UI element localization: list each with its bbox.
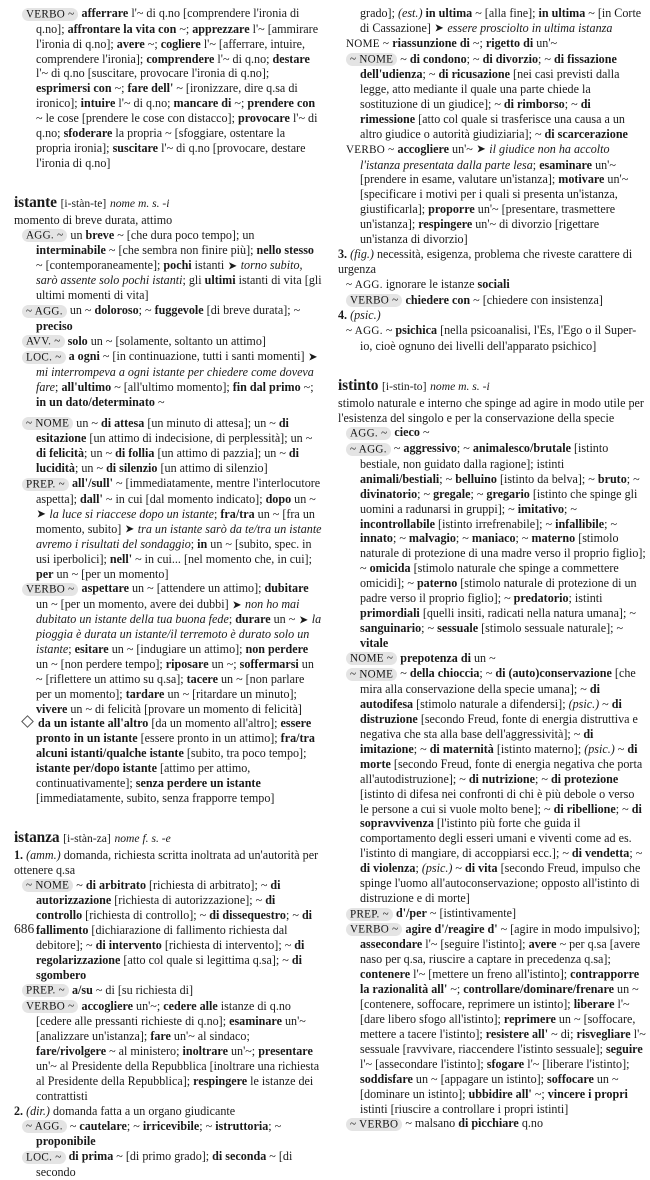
- collocation-block: [14, 228, 322, 303]
- collocation-text: afferrare l'~ di q.no [comprendere l'ironia di q.no]; affrontare la vita con ~; apprezzare l'~ [ammirare l'ironia di q.no]; avere ~; cogliere l'~ [afferrare, intuire, comprendere l'ironia]; comprendere l'~ di q.no; destare l'~ di q.no [suscitare, provocare l'ironia di q.no]; esprimersi con ~; fare dell' ~ [ironizzare, dire q.sa di ironico]; intuire l'~ di q.no; mancare di ~; prendere con ~ le cose [prendere le cose con distacco]; provocare l'~ di q.no; sfoderare la propria ~ [sfoggiare, ostentare la propria ironia]; suscitare l'~ di q.no [provocare, destare l'ironia di q.no]: [36, 6, 319, 170]
- collocation-block: [338, 1116, 646, 1132]
- sense-heading: [14, 1104, 322, 1119]
- collocation-text: un breve ~ [che dura poco tempo]; un interminabile ~ [che sembra non finire più]; nello stesso ~ [contemporaneamente]; pochi istanti ➤ torno subito, sarò assente solo pochi istanti; gli ultimi istanti di vita [gli ultimi momenti di vita]: [36, 227, 322, 303]
- collocation-text: a ogni ~ [in continuazione, tutti i santi momenti] ➤ mi interrompeva a ogni istante per chiedere come doveva fare; all'ultimo ~ [all'ultimo momento]; fin dal primo ~; in un dato/determinato ~: [36, 349, 317, 409]
- sense-label: (amm.): [26, 847, 61, 862]
- headword: istante: [14, 193, 57, 211]
- sense-label: (dir.): [26, 1103, 50, 1118]
- collocation-block: [338, 52, 646, 142]
- collocation-block: [14, 349, 322, 409]
- collocation-text: agire d'/reagire d' ~ [agire in modo impulsivo]; assecondare l'~ [seguire l'istinto]; avere ~ per q.sa [avere naso per q.sa, riuscire a captare in precedenza q.sa]; contenere l'~ [mettere un freno all'istinto]; contrapporre la razionalità all' ~; controllare/dominare/frenare un ~ [contenere, soffocare, reprimere un istinto]; liberare l'~ [dare libero sfogo all'istinto]; reprimere un ~ [soffocare, mettere a tacere l'istinto]; resistere all' ~ di; risvegliare l'~ sessuale [ravvivare, riaccendere l'istinto sessuale]; seguire l'~ [assecondare l'istinto]; sfogare l'~ [liberare l'istinto]; soddisfare un ~ [appagare un istinto]; soffocare un ~ [dominare un istinto]; ubbidire all' ~; vincere i propri istinti [riuscire a controllare i propri istinti]: [360, 921, 646, 1116]
- sense-definition: domanda, richiesta scritta inoltrata ad un'autorità per ottenere q.sa: [14, 847, 319, 877]
- collocation-text: chiedere con ~ [chiedere con insistenza]: [405, 292, 603, 307]
- collocation-text: prepotenza di un ~: [400, 650, 496, 665]
- label-tag: VERBO ~: [346, 143, 395, 156]
- collocation-text: d'/per ~ [istintivamente]: [395, 906, 517, 920]
- collocation-block: [338, 142, 646, 247]
- collocation-text: ~ cautelare; ~ irricevibile; ~ istruttoria; ~ proponibile: [36, 1118, 282, 1149]
- collocation-block: [338, 277, 646, 293]
- definition: momento di breve durata, attimo: [14, 212, 173, 227]
- collocation-text: ignorare le istanze sociali: [385, 276, 510, 291]
- label-tag: ~ AGG.: [22, 1120, 67, 1133]
- collocation-text: accogliere un'~; cedere alle istanze di q.no [cedere alle pressanti richieste di q.no]; esaminare un'~ [analizzare un'istanza]; fare un'~ al sindaco; fare/rivolgere ~ al ministero; inoltrare un'~; presentare un'~ al Presidente della Repubblica [inoltrare una richiesta al Presidente della Repubblica]; respingere le istanze dei contrattisti: [36, 998, 320, 1103]
- entry-istinto: [338, 377, 646, 1132]
- sense-number: 3.: [338, 247, 348, 262]
- sense-number: 2.: [14, 1103, 24, 1118]
- right-column: [338, 6, 646, 1131]
- sense-definition: domanda fatta a un organo giudicante: [53, 1103, 236, 1118]
- label-tag: NOME ~: [346, 37, 390, 50]
- right-collocation-blocks: [338, 36, 646, 247]
- collocation-text: all'/sull' ~ [immediatamente, mentre l'interlocutore aspetta]; dall' ~ in cui [dal momento indicato]; dopo un ~ ➤ la luce si riaccese dopo un istante; fra/tra un ~ [fra un momento, subito] ➤ tra un istante sarò da te/tra un istante avremo i risultati del sondaggio; in un ~ [subito, spec. in usi iperbolici]; nell' ~ in cui... [nel momento che, in cui]; per un ~ [per un momento]: [36, 476, 322, 581]
- sense-list: [14, 848, 322, 1180]
- collocation-text: da un istante all'altro [da un momento all'altro]; essere pronto in un istante [essere pronto in un attimo]; fra/tra alcuni istanti/qualche istante [subito, tra poco tempo]; istante per/dopo istante [attimo per attimo, continuativamente]; senza perdere un istante [immediatamente, subito, senza frapporre tempo]: [36, 716, 315, 806]
- pronunciation: [i-stin-to]: [382, 379, 427, 393]
- label-tag: PREP. ~: [346, 908, 393, 921]
- label-tag: ~ VERBO: [346, 1118, 402, 1131]
- label-tag: AGG. ~: [22, 229, 67, 242]
- collocation-block: [338, 323, 646, 354]
- grammar-info: nome m. s. -i: [430, 379, 490, 393]
- collocation-text: un ~ doloroso; ~ fuggevole [di breve durata]; ~ preciso: [36, 303, 301, 333]
- label-tag: ~ AGG.: [22, 305, 67, 318]
- collocation-text: solo un ~ [solamente, soltanto un attimo]: [67, 333, 266, 348]
- headword-line: [338, 377, 646, 396]
- collocation-text: ~ di arbitrato [richiesta di arbitrato]; ~ di autorizzazione [richiesta di autorizzazione]; ~ di controllo [richiesta di controllo]; ~ di dissequestro; ~ di fallimento [dichiarazione di fallimento richiesta dal debitore]; ~ di intervento [richiesta di intervento]; ~ di regolarizzazione [atto col quale si legittima q.sa]; ~ di sgombero: [36, 877, 313, 982]
- label-tag: ~ NOME: [346, 668, 397, 681]
- headword-line: [14, 194, 322, 213]
- collocation-text: riassunzione di ~; rigetto di un'~: [392, 35, 558, 50]
- sense-label: (fig.): [350, 247, 374, 262]
- label-tag: ~ NOME: [22, 879, 73, 892]
- headword: istanza: [14, 829, 60, 847]
- grammar-info: nome f. s. -e: [114, 832, 171, 846]
- collocation-block: [338, 441, 646, 651]
- collocation-text: accogliere un'~ ➤ il giudice non ha accolto l'istanza presentata dalla parte lesa; esaminare un'~ [prendere in esame, valutare un'istanza]; motivare un'~ [specificare i motivi per i quali si presenta un'istanza, giustificarla]; proporre un'~ [presentare, trasmettere un'istanza]; respingere un'~ di divorzio [rigettare un'istanza di divorzio]: [360, 141, 629, 247]
- collocation-text: aspettare un ~ [attendere un attimo]; dubitare un ~ [per un momento, avere dei dubbi] ➤ non ho mai dubitato un istante della tua buona fede; durare un ~ ➤ la pioggia è durata un istante/il terremoto è durato solo un istante; esitare un ~ [indugiare un attimo]; non perdere un ~ [non perdere tempo]; riposare un ~; soffermarsi un ~ [riflettere un attimo su q.sa]; tacere un ~ [non parlare per un momento]; tardare un ~ [ritardare un minuto]; vivere un ~ di felicità [provare un momento di felicità]: [36, 581, 322, 716]
- headword-line: [14, 829, 322, 848]
- continued-verbo-block: [14, 6, 322, 171]
- label-tag: ~ AGG.: [346, 443, 391, 456]
- label-tag: ~ AGG.: [346, 325, 383, 338]
- continued-loc-block: [338, 6, 646, 36]
- collocation-block: [14, 303, 322, 334]
- label-tag: VERBO ~: [346, 294, 402, 307]
- label-tag: LOC. ~: [22, 1151, 66, 1164]
- collocation-block: [14, 716, 322, 806]
- sense-number: 4.: [338, 308, 348, 323]
- collocation-block: [338, 36, 646, 52]
- entry-gap: [338, 354, 646, 367]
- label-tag: VERBO ~: [346, 923, 402, 936]
- label-tag: AGG. ~: [346, 427, 391, 440]
- collocation-text: a/su ~ di [su richiesta di]: [71, 982, 194, 997]
- collocation-block: [338, 425, 646, 441]
- sense-heading: [338, 308, 646, 323]
- collocation-blocks: [338, 425, 646, 1132]
- sense-definition: necessità, esigenza, problema che riveste carattere di urgenza: [338, 247, 633, 276]
- collocation-block: [14, 416, 322, 476]
- label-tag: VERBO ~: [22, 583, 78, 596]
- collocation-block: [14, 476, 322, 581]
- headword: istinto: [338, 376, 379, 394]
- collocation-block: [338, 922, 646, 1117]
- collocation-block: [14, 1149, 322, 1180]
- label-tag-verbo: VERBO ~: [22, 8, 78, 21]
- collocation-block: [338, 293, 646, 309]
- entry-istanza: [14, 829, 322, 1180]
- collocation-block: [14, 581, 322, 716]
- collocation-text: ~ di condono; ~ di divorzio; ~ di fissazione dell'udienza; ~ di ricusazione [nei casi previsti dalla legge, atto mediante il quale una parte chiede la sostituzione di un giudice]; ~ di rimborso; ~ di rimessione [atto col quale si trasferisce una causa a un altro giudice o autorità giudiziaria]; ~ di scarcerazione: [360, 51, 628, 141]
- collocation-block: [338, 906, 646, 922]
- collocation-text: ~ aggressivo; ~ animalesco/brutale [istinto bestiale, non guidato dalla ragione]; istinti animali/bestiali; ~ belluino [istinto da belva]; ~ bruto; ~ divinatorio; ~ gregale; ~ gregario [istinto che spinge gli uomini a radunarsi in gruppi]; ~ imitativo; ~ incontrollabile [istinto irrefrenabile]; ~ infallibile; ~ innato; ~ malvagio; ~ maniaco; ~ materno [stimolo naturale di protezione di una madre verso il proprio figlio]; ~ omicida [stimolo naturale che spinge a commettere omicidi]; ~ paterno [stimolo naturale di protezione di un padre verso il proprio figlio]; ~ predatorio; istinti primordiali [quelli insiti, radicati nella natura umana]; ~ sanguinario; ~ sessuale [stimolo sessuale naturale]; ~ vitale: [360, 441, 646, 650]
- label-tag: PREP. ~: [22, 478, 69, 491]
- label-tag: VERBO ~: [22, 1000, 78, 1013]
- collocation-block: [14, 334, 322, 350]
- label-tag: AVV. ~: [22, 335, 65, 348]
- collocation-block: [14, 983, 322, 999]
- pronunciation: [i-stàn-te]: [60, 196, 107, 210]
- page-number: 686: [14, 921, 35, 936]
- collocation-text: ~ della chioccia; ~ di (auto)conservazione [che mira alla conservazione della specie umana]; ~ di autodifesa [stimolo naturale a difendersi]; (psic.) ~ di distruzione [secondo Freud, fonte di energia distruttiva e negativa che sta alla base dell'aggressività]; ~ di imitazione; ~ di maternità [istinto materno]; (psic.) ~ di morte [secondo Freud, fonte di energia negativa che porta all'autodistruzione]; ~ di nutrizione; ~ di protezione [istinto di difesa nei confronti di chi è più debole o verso le persone a cui si vuole molto bene]; ~ di ribellione; ~ di sopravvivenza [l'istinto più forte che guida il comportamento degli esseri umani e viventi come ad es. l'istinto di mangiare, di accoppiarsi ecc.]; ~ di vendetta; ~ di violenza; (psic.) ~ di vita [secondo Freud, impulso che spinge l'uomo all'autoconservazione; opposto all'istinto di distruzione e di morte]: [360, 666, 643, 906]
- sense-heading: [14, 848, 322, 878]
- collocation-block: [14, 1119, 322, 1150]
- label-tag: PREP. ~: [22, 984, 69, 997]
- right-sense-list: [338, 247, 646, 354]
- collocation-text: ~ psichica [nella psicoanalisi, l'Es, l'Ego o il Super-io, cioè ognuno dei livelli dell'apparato psichico]: [360, 323, 637, 353]
- collocation-text: ~ malsano di picchiare q.no: [405, 1116, 543, 1131]
- collocation-text: un ~ di attesa [un minuto di attesa]; un ~ di esitazione [un attimo di indecisione, di perplessità]; un ~ di felicità; un ~ di follia [un attimo di pazzia]; un ~ di lucidità; un ~ di silenzio [un attimo di silenzio]: [36, 415, 313, 476]
- diamond-marker-icon: [21, 716, 34, 729]
- label-tag: ~ AGG.: [346, 278, 383, 291]
- label-tag: LOC. ~: [22, 351, 66, 364]
- collocation-block: [14, 878, 322, 983]
- collocation-block: [338, 651, 646, 667]
- label-tag: ~ NOME: [346, 53, 397, 66]
- collocation-blocks: [14, 228, 322, 806]
- collocation-block: [338, 666, 646, 906]
- entry-gap: [14, 806, 322, 819]
- grammar-info: nome m. s. -i: [109, 196, 170, 210]
- collocation-text: grado]; (est.) in ultima ~ [alla fine]; in ultima ~ [in Corte di Cassazione] ➤ essere prosciolto in ultima istanza: [360, 6, 642, 35]
- sense-heading: [338, 247, 646, 277]
- label-tag: NOME ~: [346, 652, 397, 665]
- entry-istante: [14, 194, 322, 806]
- pronunciation: [i-stàn-za]: [63, 832, 111, 846]
- definition: stimolo naturale e interno che spinge ad agire in modo utile per l'esistenza del singolo e per la conservazione della specie: [338, 395, 644, 425]
- entry-gap: [14, 171, 322, 184]
- collocation-text: cieco ~: [394, 425, 430, 440]
- collocation-text: di prima ~ [di primo grado]; di seconda ~ [di secondo: [36, 1149, 293, 1179]
- label-tag: ~ NOME: [22, 417, 73, 430]
- sense-label: (psic.): [350, 308, 381, 323]
- sense-number: 1.: [14, 847, 24, 862]
- collocation-block: [14, 999, 322, 1104]
